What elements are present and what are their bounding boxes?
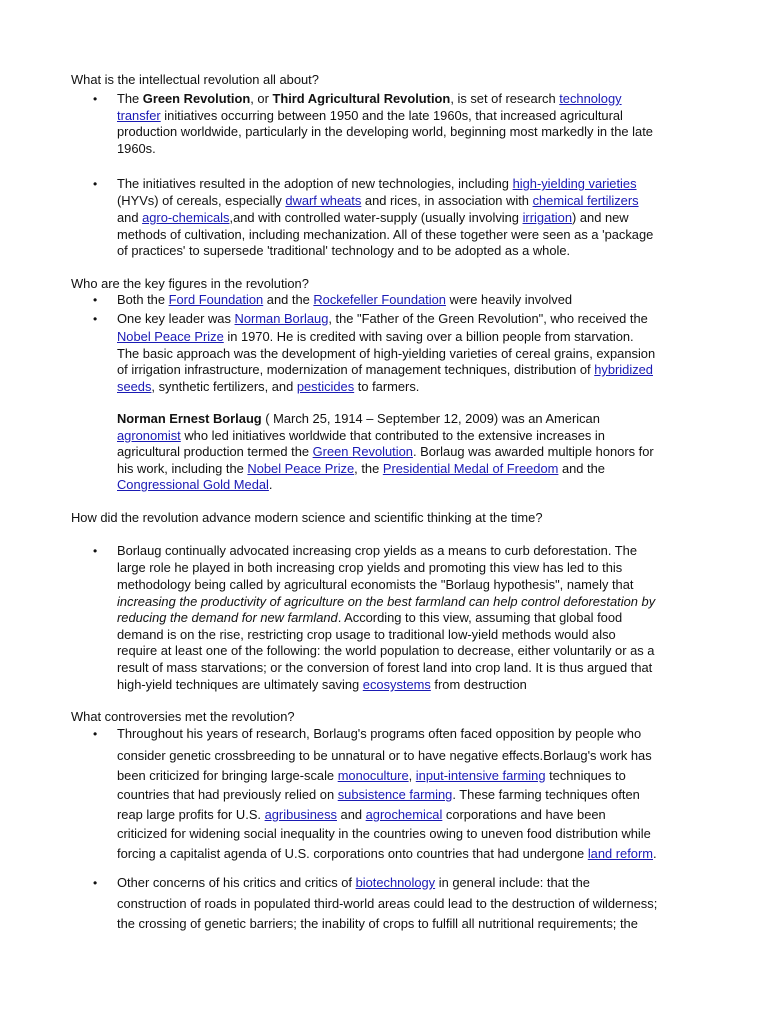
text: and bbox=[336, 807, 366, 822]
link-technology-transfer[interactable]: technology bbox=[559, 91, 622, 106]
text: . Borlaug was awarded multiple honors for bbox=[412, 444, 654, 459]
text: Other concerns of his critics and critics of bbox=[117, 875, 356, 890]
bullet: • bbox=[93, 544, 98, 558]
paragraph-line bbox=[117, 444, 654, 460]
text: from destruction bbox=[430, 677, 527, 692]
paragraph-line: increasing the productivity of agriculture on the best farmland can help control deforestation by bbox=[117, 594, 656, 609]
paragraph-line: 1960s. bbox=[117, 141, 156, 156]
paragraph-line bbox=[117, 477, 273, 493]
bullet: • bbox=[93, 92, 98, 106]
link-irrigation[interactable]: irrigation bbox=[522, 210, 572, 225]
text: initiatives occurring between 1950 and the late 1960s, that increased agricultural bbox=[160, 108, 623, 123]
link-technology-transfer[interactable]: transfer bbox=[117, 108, 161, 123]
link-norman-borlaug[interactable]: Norman Borlaug bbox=[234, 311, 329, 326]
text: techniques to bbox=[545, 768, 626, 783]
paragraph-line: Borlaug continually advocated increasing crop yields as a means to curb deforestation. The bbox=[117, 543, 637, 558]
italic-text: reducing the demand for new farmland bbox=[117, 610, 338, 625]
text: . According to this view, assuming that global food bbox=[337, 610, 623, 625]
paragraph-line: criticized for widening social inequality in the countries owing to uneven food distribution while bbox=[117, 826, 651, 841]
link-nobel-peace-prize[interactable]: Nobel Peace Prize bbox=[117, 329, 224, 344]
link-hybridized-seeds[interactable]: seeds bbox=[117, 379, 152, 394]
link-presidential-medal-of-freedom[interactable]: Presidential Medal of Freedom bbox=[382, 461, 559, 476]
link-agrochemical[interactable]: agrochemical bbox=[365, 807, 443, 822]
bold-term: Third Agricultural Revolution bbox=[272, 91, 451, 106]
text: forcing a capitalist agenda of U.S. corporations onto countries that had undergone bbox=[117, 846, 588, 861]
text: , the bbox=[354, 461, 383, 476]
text: in 1970. He is credited with saving over a billion people from starvation. bbox=[223, 329, 634, 344]
paragraph-line: consider genetic crossbreeding to be unnatural or to have negative effects.Borlaug's work has bbox=[117, 748, 652, 763]
paragraph-line bbox=[117, 787, 640, 803]
paragraph-line bbox=[117, 210, 629, 226]
link-ecosystems[interactable]: ecosystems bbox=[362, 677, 431, 692]
link-high-yielding-varieties[interactable]: high-yielding varieties bbox=[512, 176, 637, 191]
bullet: • bbox=[93, 312, 98, 326]
link-subsistence-farming[interactable]: subsistence farming bbox=[337, 787, 453, 802]
text: who led initiatives worldwide that contributed to the extensive increases in bbox=[180, 428, 605, 443]
paragraph-line bbox=[117, 329, 634, 345]
paragraph-line: construction of roads in populated third-world areas could lead to the destruction of wilderness; bbox=[117, 896, 658, 911]
link-ford-foundation[interactable]: Ford Foundation bbox=[168, 292, 264, 307]
link-green-revolution[interactable]: Green Revolution bbox=[312, 444, 413, 459]
paragraph-line: methods of cultivation, including mechanization. All of these together were seen as a 'package bbox=[117, 227, 654, 242]
paragraph-line bbox=[117, 91, 622, 107]
paragraph-line: demand is on the rise, restricting crop usage to traditional low-yield methods would also bbox=[117, 627, 616, 642]
text: , the "Father of the Green Revolution", who received the bbox=[328, 311, 648, 326]
text: and bbox=[117, 210, 143, 225]
paragraph-line bbox=[117, 311, 648, 327]
link-monoculture[interactable]: monoculture bbox=[337, 768, 409, 783]
question-1: What is the intellectual revolution all about? bbox=[71, 72, 319, 87]
text: , synthetic fertilizers, and bbox=[151, 379, 297, 394]
text: . bbox=[653, 846, 657, 861]
link-biotechnology[interactable]: biotechnology bbox=[355, 875, 436, 890]
text: countries that had previously relied on bbox=[117, 787, 338, 802]
bullet: • bbox=[93, 293, 98, 307]
text: . These farming techniques often bbox=[452, 787, 640, 802]
paragraph-line bbox=[117, 411, 600, 427]
question-3: How did the revolution advance modern science and scientific thinking at the time? bbox=[71, 510, 543, 525]
text: agricultural production termed the bbox=[117, 444, 313, 459]
link-input-intensive-farming[interactable]: input-intensive farming bbox=[415, 768, 546, 783]
link-rockefeller-foundation[interactable]: Rockefeller Foundation bbox=[313, 292, 446, 307]
link-pesticides[interactable]: pesticides bbox=[296, 379, 355, 394]
text: high-yield techniques are ultimately saving bbox=[117, 677, 363, 692]
bold-term: Green Revolution bbox=[142, 91, 251, 106]
paragraph-line: Throughout his years of research, Borlaug's programs often faced opposition by people who bbox=[117, 726, 642, 741]
text: his work, including the bbox=[117, 461, 248, 476]
paragraph-line bbox=[117, 193, 639, 209]
text: been criticized for bringing large-scale bbox=[117, 768, 338, 783]
link-dwarf-wheats[interactable]: dwarf wheats bbox=[285, 193, 362, 208]
text: , or bbox=[250, 91, 273, 106]
question-4: What controversies met the revolution? bbox=[71, 709, 295, 724]
text: (HYVs) of cereals, especially bbox=[117, 193, 286, 208]
text: and the bbox=[263, 292, 314, 307]
paragraph-line: large role he played in both increasing crop yields and promoting this view has led to this bbox=[117, 560, 623, 575]
text: corporations and have been bbox=[442, 807, 606, 822]
link-congressional-gold-medal[interactable]: Congressional Gold Medal bbox=[117, 477, 269, 492]
link-agribusiness[interactable]: agribusiness bbox=[264, 807, 337, 822]
text: and the bbox=[558, 461, 605, 476]
link-agronomist[interactable]: agronomist bbox=[117, 428, 181, 443]
text: ) and new bbox=[572, 210, 629, 225]
bullet: • bbox=[93, 727, 98, 741]
paragraph-line: result of mass starvations; or the conversion of forest land into crop land. It is thus argued that bbox=[117, 660, 653, 675]
text: were heavily involved bbox=[445, 292, 573, 307]
text: reap large profits for U.S. bbox=[117, 807, 265, 822]
text: to farmers. bbox=[354, 379, 420, 394]
paragraph-line: require at least one of the following: the world population to decrease, either voluntarily or as a bbox=[117, 643, 655, 658]
link-hybridized-seeds[interactable]: hybridized bbox=[594, 362, 653, 377]
link-nobel-peace-prize[interactable]: Nobel Peace Prize bbox=[247, 461, 355, 476]
paragraph-line bbox=[117, 875, 590, 891]
paragraph-line: The basic approach was the development of high-yielding varieties of cereal grains, expansion bbox=[117, 346, 656, 361]
question-2: Who are the key figures in the revolution? bbox=[71, 276, 309, 291]
paragraph-line bbox=[117, 807, 606, 823]
paragraph-line: methodology being called by agricultural economists the "Borlaug hypothesis", namely that bbox=[117, 577, 634, 592]
text: The bbox=[117, 91, 143, 106]
text: , bbox=[408, 768, 416, 783]
text: Both the bbox=[117, 292, 169, 307]
text: One key leader was bbox=[117, 311, 235, 326]
paragraph-line bbox=[117, 176, 637, 192]
text: ,and with controlled water-supply (usually involving bbox=[229, 210, 523, 225]
paragraph-line bbox=[117, 768, 626, 784]
paragraph-line bbox=[117, 846, 657, 862]
text: of irrigation infrastructure, modernization of management techniques, distribution of bbox=[117, 362, 595, 377]
paragraph-line: the crossing of genetic barriers; the inability of crops to fulfill all nutritional requirements; the bbox=[117, 916, 638, 931]
link-chemical-fertilizers[interactable]: chemical fertilizers bbox=[532, 193, 639, 208]
text: in general include: that the bbox=[435, 875, 590, 890]
bullet: • bbox=[93, 177, 98, 191]
paragraph-line: production worldwide, particularly in the developing world, beginning most markedly in the late bbox=[117, 124, 653, 139]
link-land-reform[interactable]: land reform bbox=[587, 846, 654, 861]
text: ( March 25, 1914 – September 12, 2009) was an American bbox=[261, 411, 600, 426]
paragraph-line bbox=[117, 292, 572, 308]
paragraph-line bbox=[117, 379, 419, 395]
bold-term: Norman Ernest Borlaug bbox=[117, 411, 262, 426]
paragraph-line bbox=[117, 362, 653, 378]
link-agro-chemicals[interactable]: agro-chemicals bbox=[142, 210, 230, 225]
bullet: • bbox=[93, 876, 98, 890]
text: , is set of research bbox=[450, 91, 560, 106]
text: and rices, in association with bbox=[361, 193, 533, 208]
paragraph-line: of practices' to supersede 'traditional' technology and to be adopted as a whole. bbox=[117, 243, 571, 258]
text: . bbox=[268, 477, 273, 492]
paragraph-line bbox=[117, 461, 605, 477]
paragraph-line bbox=[117, 610, 622, 626]
paragraph-line bbox=[117, 108, 623, 124]
paragraph-line bbox=[117, 428, 605, 444]
paragraph-line bbox=[117, 677, 527, 693]
text: The initiatives resulted in the adoption of new technologies, including bbox=[117, 176, 513, 191]
